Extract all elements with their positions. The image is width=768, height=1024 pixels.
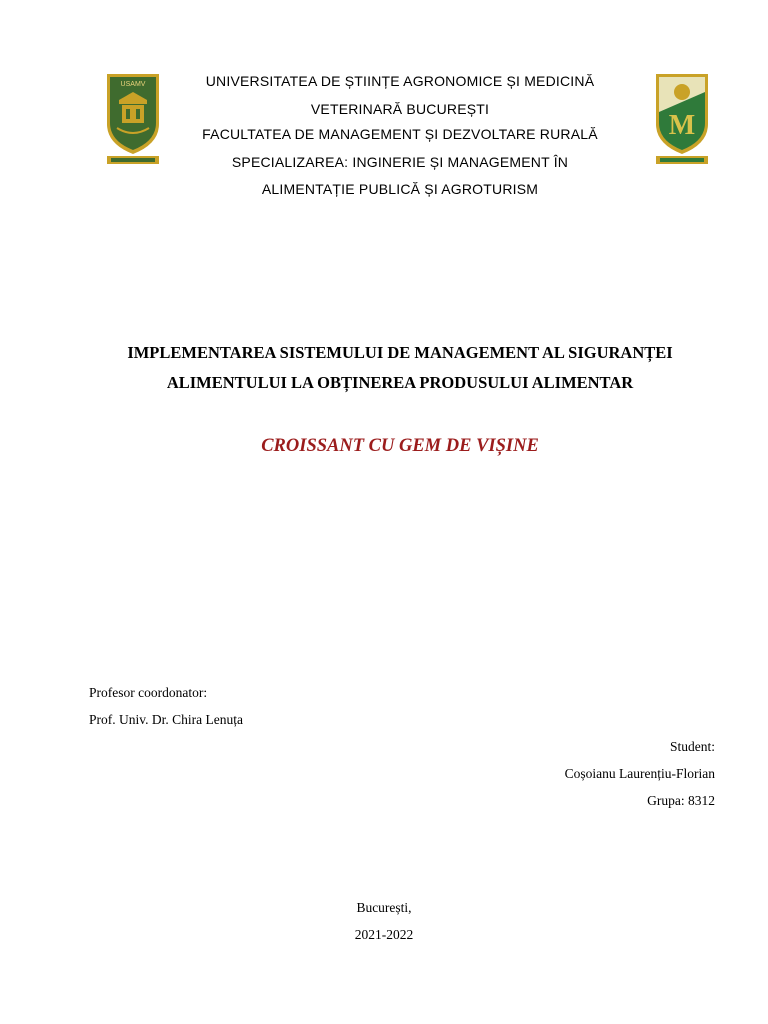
coordinator-label: Profesor coordonator: (89, 685, 208, 700)
faculty-name: FACULTATEA DE MANAGEMENT ȘI DEZVOLTARE RURALĂ (202, 126, 598, 142)
document-title-line1: IMPLEMENTAREA SISTEMULUI DE MANAGEMENT AL SIGURANȚEI (127, 343, 673, 362)
student-name: Coșoianu Laurențiu-Florian (564, 766, 715, 781)
product-subtitle: CROISSANT CU GEM DE VIȘINE (261, 436, 539, 456)
university-name-line1: UNIVERSITATEA DE ȘTIINȚE AGRONOMICE ȘI MEDICINĂ (205, 73, 595, 89)
student-group: Grupa: 8312 (647, 793, 715, 808)
faculty-crest-icon (654, 72, 710, 166)
footer-year: 2021-2022 (354, 927, 414, 942)
specialization-line2: ALIMENTAȚIE PUBLICĂ ȘI AGROTURISM (261, 181, 539, 197)
faculty-crest-logo (654, 72, 710, 166)
svg-text:M: M (668, 110, 696, 141)
footer-city: București, (356, 900, 412, 915)
university-name-line2: VETERINARĂ BUCUREȘTI (310, 101, 490, 117)
student-label: Student: (669, 739, 715, 754)
document-title-line2: ALIMENTULUI LA OBȚINEREA PRODUSULUI ALIMENTAR (166, 373, 634, 392)
coordinator-name: Prof. Univ. Dr. Chira Lenuța (89, 712, 243, 727)
svg-text:USAMV: USAMV (120, 81, 146, 88)
specialization-line1: SPECIALIZAREA: INGINERIE ȘI MANAGEMENT ÎN (231, 154, 569, 170)
